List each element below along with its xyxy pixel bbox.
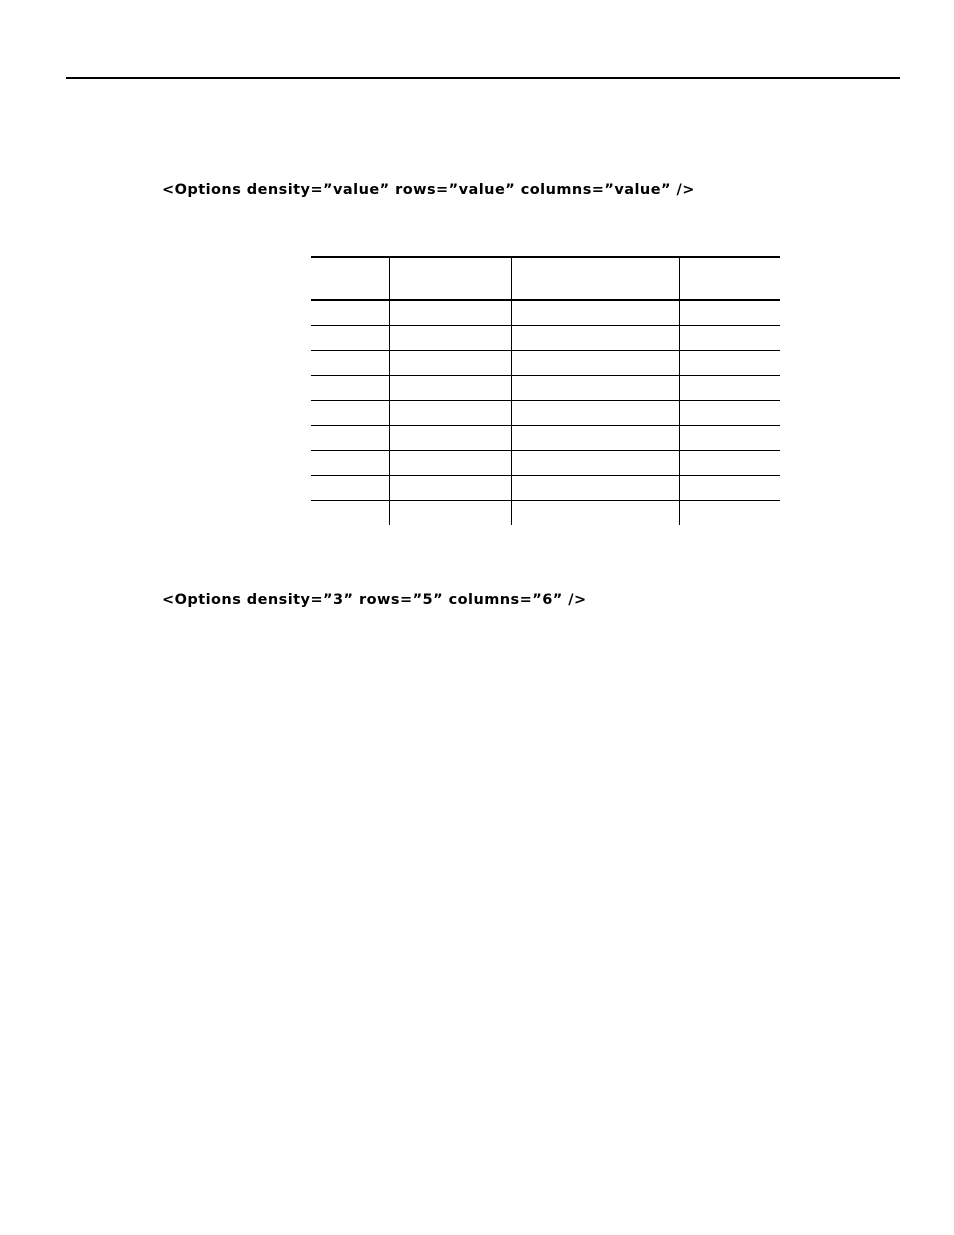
table-cell <box>389 326 511 351</box>
table-cell <box>511 451 679 476</box>
table-cell <box>389 300 511 326</box>
table-row <box>311 501 780 526</box>
table-row <box>311 451 780 476</box>
table-header <box>311 257 780 300</box>
table-cell <box>389 426 511 451</box>
table-cell <box>311 476 389 501</box>
table-row <box>311 326 780 351</box>
table-cell <box>511 501 679 526</box>
table-cell <box>511 426 679 451</box>
table-cell <box>679 376 780 401</box>
table-body <box>311 300 780 525</box>
table-cell <box>679 401 780 426</box>
table-cell <box>679 501 780 526</box>
table-cell <box>311 376 389 401</box>
table-row <box>311 376 780 401</box>
table-cell <box>511 351 679 376</box>
options-syntax-line: <Options density=”value” rows=”value” columns=”value” /> <box>162 182 695 198</box>
table-cell <box>679 351 780 376</box>
table-cell <box>311 326 389 351</box>
table-cell <box>311 351 389 376</box>
options-attribute-table <box>311 256 780 525</box>
table-cell <box>679 426 780 451</box>
table-cell <box>389 376 511 401</box>
table-cell <box>679 476 780 501</box>
options-example-line: <Options density=”3” rows=”5” columns=”6” /> <box>162 592 587 608</box>
table-row <box>311 300 780 326</box>
table-cell <box>679 451 780 476</box>
table-row <box>311 426 780 451</box>
table-header-cell <box>389 257 511 300</box>
table-cell <box>511 376 679 401</box>
table-cell <box>311 300 389 326</box>
table-cell <box>511 476 679 501</box>
table-cell <box>389 351 511 376</box>
table-cell <box>389 476 511 501</box>
table-cell <box>511 300 679 326</box>
header-rule <box>66 77 900 79</box>
table-header-cell <box>679 257 780 300</box>
table-cell <box>389 501 511 526</box>
table-cell <box>679 326 780 351</box>
table-cell <box>511 326 679 351</box>
table-row <box>311 476 780 501</box>
table-cell <box>311 426 389 451</box>
table-cell <box>311 401 389 426</box>
table-header-cell <box>511 257 679 300</box>
table-header-row <box>311 257 780 300</box>
table-cell <box>511 401 679 426</box>
table-header-cell <box>311 257 389 300</box>
table-cell <box>679 300 780 326</box>
table-row <box>311 401 780 426</box>
table-cell <box>311 451 389 476</box>
table-cell <box>389 451 511 476</box>
table-row <box>311 351 780 376</box>
table-cell <box>389 401 511 426</box>
table-cell <box>311 501 389 526</box>
